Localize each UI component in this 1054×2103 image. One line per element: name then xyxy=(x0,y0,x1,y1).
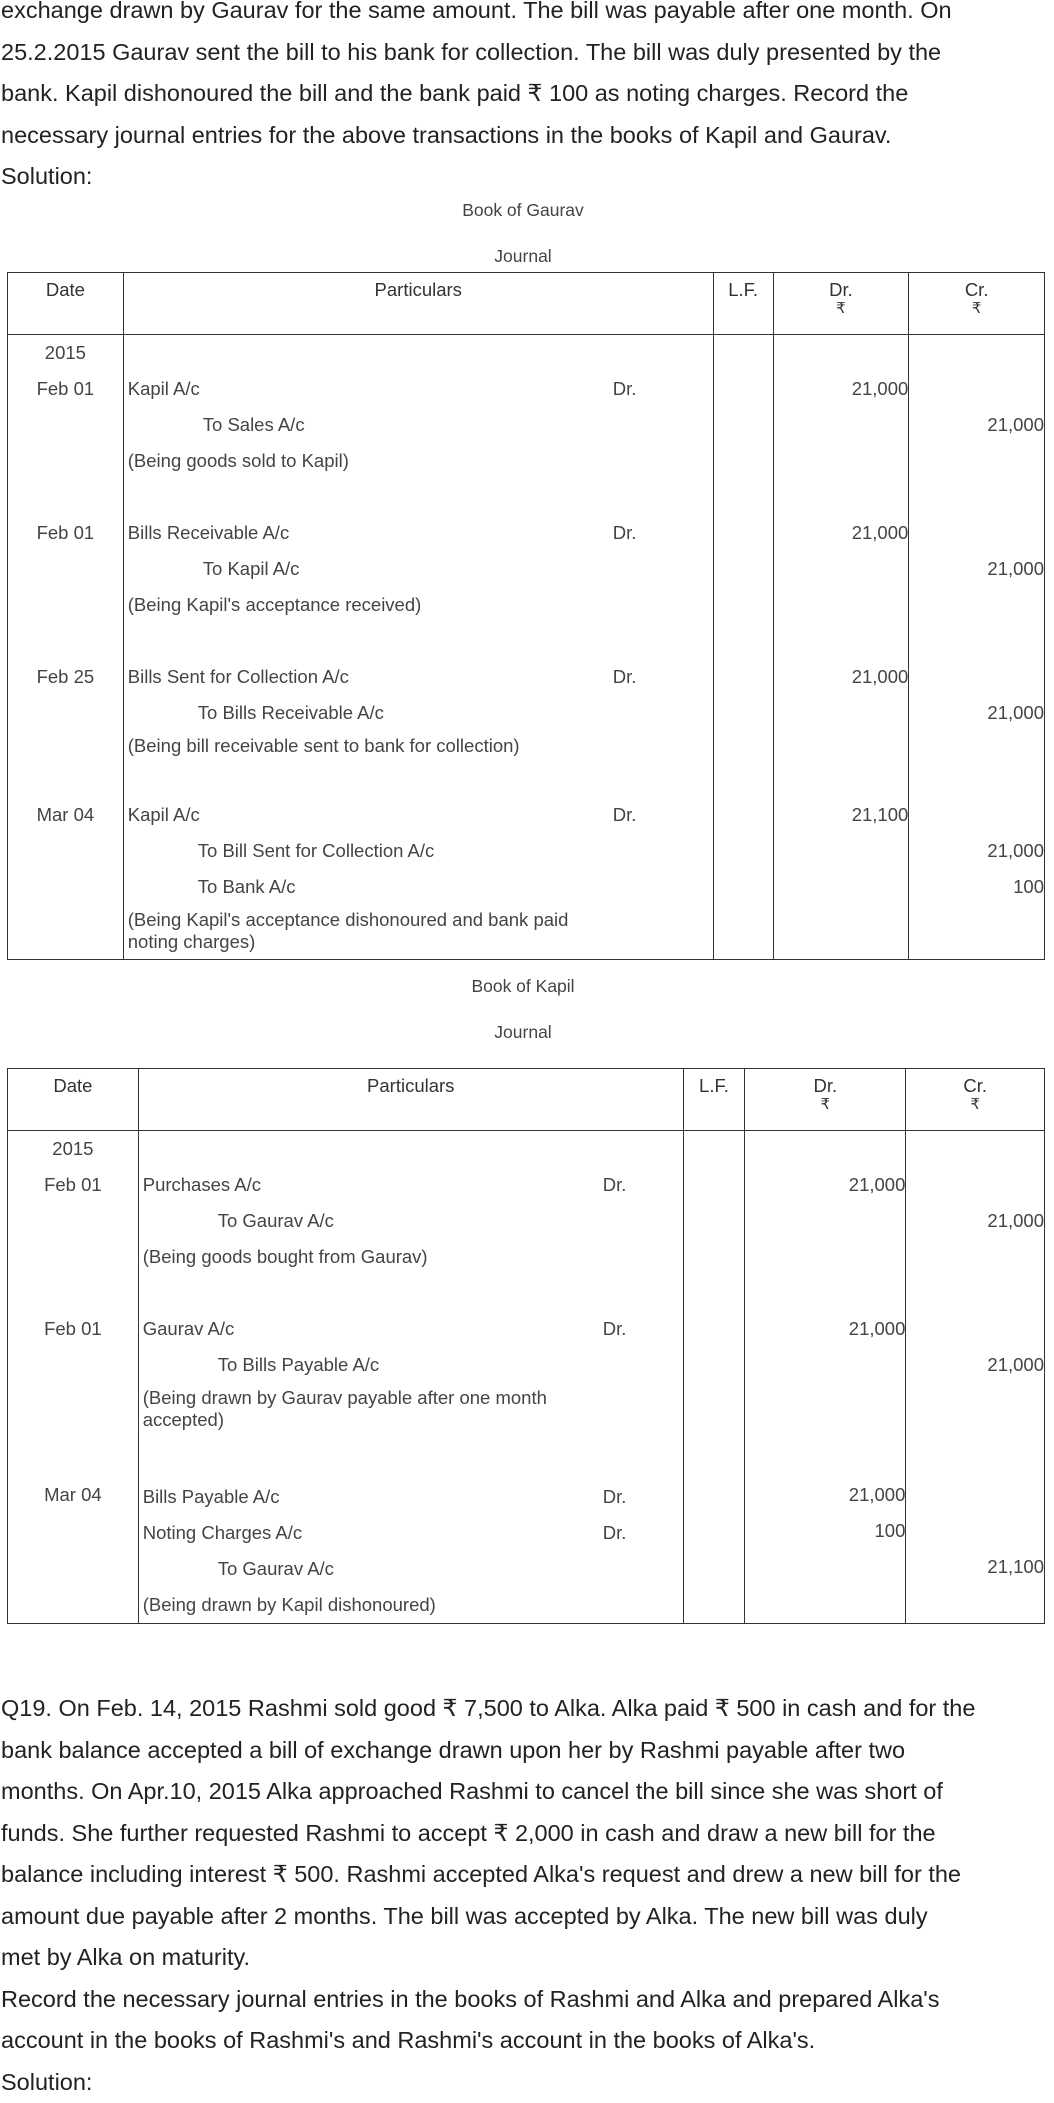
narration: (Being drawn by Kapil dishonoured) xyxy=(143,1587,603,1623)
solution-label: Solution: xyxy=(0,156,1050,198)
entry-date: Feb 01 xyxy=(8,371,123,407)
credit-account: To Bills Payable A/c xyxy=(143,1347,603,1383)
entry-date: Mar 04 xyxy=(8,1477,138,1513)
text-line: balance including interest ₹ 500. Rashmi accepted Alka's request and drew a new bill for the xyxy=(0,1854,1050,1896)
lf-column xyxy=(713,335,773,960)
text-line: Record the necessary journal entries in the books of Rashmi and Alka and prepared Alka's xyxy=(0,1979,1050,2021)
credit-amount: 21,000 xyxy=(906,1203,1044,1239)
credit-amount: 21,000 xyxy=(909,407,1044,443)
debit-amount: 21,000 xyxy=(774,371,909,407)
debit-account: Bills Receivable A/c Dr. xyxy=(128,515,613,551)
credit-account: To Gaurav A/c xyxy=(143,1203,603,1239)
text-line: bank. Kapil dishonoured the bill and the bank paid ₹ 100 as noting charges. Record the xyxy=(0,73,1050,115)
table-body xyxy=(8,335,1045,960)
narration: (Being drawn by Gaurav payable after one month accepted) xyxy=(143,1383,603,1443)
credit-account: To Kapil A/c xyxy=(128,551,613,587)
debit-account: Kapil A/c Dr. xyxy=(128,371,613,407)
debit-amount: 21,000 xyxy=(745,1477,905,1513)
entry-date: Feb 01 xyxy=(8,515,123,551)
text-line: bank balance accepted a bill of exchange drawn upon her by Rashmi payable after two xyxy=(0,1730,1050,1772)
credit-account: To Bill Sent for Collection A/c xyxy=(128,833,613,869)
header-cr: Cr. ₹ xyxy=(909,273,1045,335)
debit-amount: 21,000 xyxy=(774,515,909,551)
text-line: amount due payable after 2 months. The bill was accepted by Alka. The new bill was duly xyxy=(0,1896,1050,1938)
credit-amount: 21,100 xyxy=(906,1549,1044,1585)
text-line: exchange drawn by Gaurav for the same amount. The bill was payable after one month. On xyxy=(0,0,1050,32)
debit-account: Purchases A/c Dr. xyxy=(143,1167,603,1203)
particulars-column xyxy=(138,1131,683,1624)
text-line: met by Alka on maturity. xyxy=(0,1937,1050,1979)
journal-title-gaurav: Journal xyxy=(0,246,1046,267)
lf-column xyxy=(683,1131,744,1624)
journal-title-kapil: Journal xyxy=(0,1022,1046,1043)
debit-amount: 21,000 xyxy=(745,1311,905,1347)
date-column xyxy=(8,1131,139,1624)
credit-account: To Gaurav A/c xyxy=(143,1551,603,1587)
narration: (Being goods bought from Gaurav) xyxy=(143,1239,603,1275)
year: 2015 xyxy=(8,1131,138,1167)
credit-account: To Bills Receivable A/c xyxy=(128,695,613,731)
table-header-row xyxy=(8,1069,1045,1131)
book-title-gaurav: Book of Gaurav xyxy=(0,200,1046,221)
particulars-column xyxy=(123,335,713,960)
table-body xyxy=(8,1131,1045,1624)
rupee-symbol: ₹ xyxy=(906,1097,1044,1113)
text-line: account in the books of Rashmi's and Rashmi's account in the books of Alka's. xyxy=(0,2020,1050,2062)
header-particulars: Particulars xyxy=(123,273,713,335)
credit-amount: 21,000 xyxy=(909,551,1044,587)
table-header-row xyxy=(8,273,1045,335)
header-particulars: Particulars xyxy=(138,1069,683,1131)
date-column xyxy=(8,335,124,960)
header-date: Date xyxy=(8,273,124,335)
credit-amount: 21,000 xyxy=(906,1347,1044,1383)
credit-amount: 21,000 xyxy=(909,695,1044,731)
text-line: funds. She further requested Rashmi to accept ₹ 2,000 in cash and draw a new bill for the xyxy=(0,1813,1050,1855)
narration: (Being Kapil's acceptance received) xyxy=(128,587,613,623)
dr-amount-column xyxy=(745,1131,906,1624)
header-cr: Cr. ₹ xyxy=(906,1069,1045,1131)
rupee-symbol: ₹ xyxy=(909,301,1044,317)
header-dr: Dr. ₹ xyxy=(773,273,909,335)
question-text xyxy=(0,0,1050,198)
text-line: Q19. On Feb. 14, 2015 Rashmi sold good ₹ 7,500 to Alka. Alka paid ₹ 500 in cash and for the xyxy=(0,1688,1050,1730)
header-lf: L.F. xyxy=(713,273,773,335)
credit-account: To Sales A/c xyxy=(128,407,613,443)
question-19-text xyxy=(0,1688,1050,2103)
credit-account: To Bank A/c xyxy=(128,869,613,905)
cr-amount-column xyxy=(909,335,1045,960)
debit-amount: 21,100 xyxy=(774,797,909,833)
solution-label: Solution: xyxy=(0,2062,1050,2103)
narration: (Being bill receivable sent to bank for collection) xyxy=(128,731,613,761)
debit-account: Noting Charges A/c Dr. xyxy=(143,1515,603,1551)
journal-table-kapil xyxy=(7,1068,1045,1624)
text-line: months. On Apr.10, 2015 Alka approached Rashmi to cancel the bill since she was short of xyxy=(0,1771,1050,1813)
debit-amount: 100 xyxy=(745,1513,905,1549)
debit-amount: 21,000 xyxy=(745,1167,905,1203)
rupee-symbol: ₹ xyxy=(774,301,909,317)
debit-account: Bills Sent for Collection A/c Dr. xyxy=(128,659,613,695)
entry-date: Feb 25 xyxy=(8,659,123,695)
text-line: 25.2.2015 Gaurav sent the bill to his bank for collection. The bill was duly presented by the xyxy=(0,32,1050,74)
entry-date: Feb 01 xyxy=(8,1167,138,1203)
credit-amount: 100 xyxy=(909,869,1044,905)
header-dr: Dr. ₹ xyxy=(745,1069,906,1131)
narration: (Being Kapil's acceptance dishonoured and bank paid noting charges) xyxy=(128,905,608,959)
journal-table-gaurav xyxy=(7,272,1045,960)
header-lf: L.F. xyxy=(683,1069,744,1131)
year: 2015 xyxy=(8,335,123,371)
debit-account: Bills Payable A/c Dr. xyxy=(143,1479,603,1515)
credit-amount: 21,000 xyxy=(909,833,1044,869)
text-line: necessary journal entries for the above transactions in the books of Kapil and Gaurav. xyxy=(0,115,1050,157)
debit-account: Gaurav A/c Dr. xyxy=(143,1311,603,1347)
cr-amount-column xyxy=(906,1131,1045,1624)
entry-date: Mar 04 xyxy=(8,797,123,833)
rupee-symbol: ₹ xyxy=(745,1097,905,1113)
entry-date: Feb 01 xyxy=(8,1311,138,1347)
book-title-kapil: Book of Kapil xyxy=(0,976,1046,997)
narration: (Being goods sold to Kapil) xyxy=(128,443,613,479)
header-date: Date xyxy=(8,1069,139,1131)
dr-amount-column xyxy=(773,335,909,960)
debit-amount: 21,000 xyxy=(774,659,909,695)
debit-account: Kapil A/c Dr. xyxy=(128,797,613,833)
